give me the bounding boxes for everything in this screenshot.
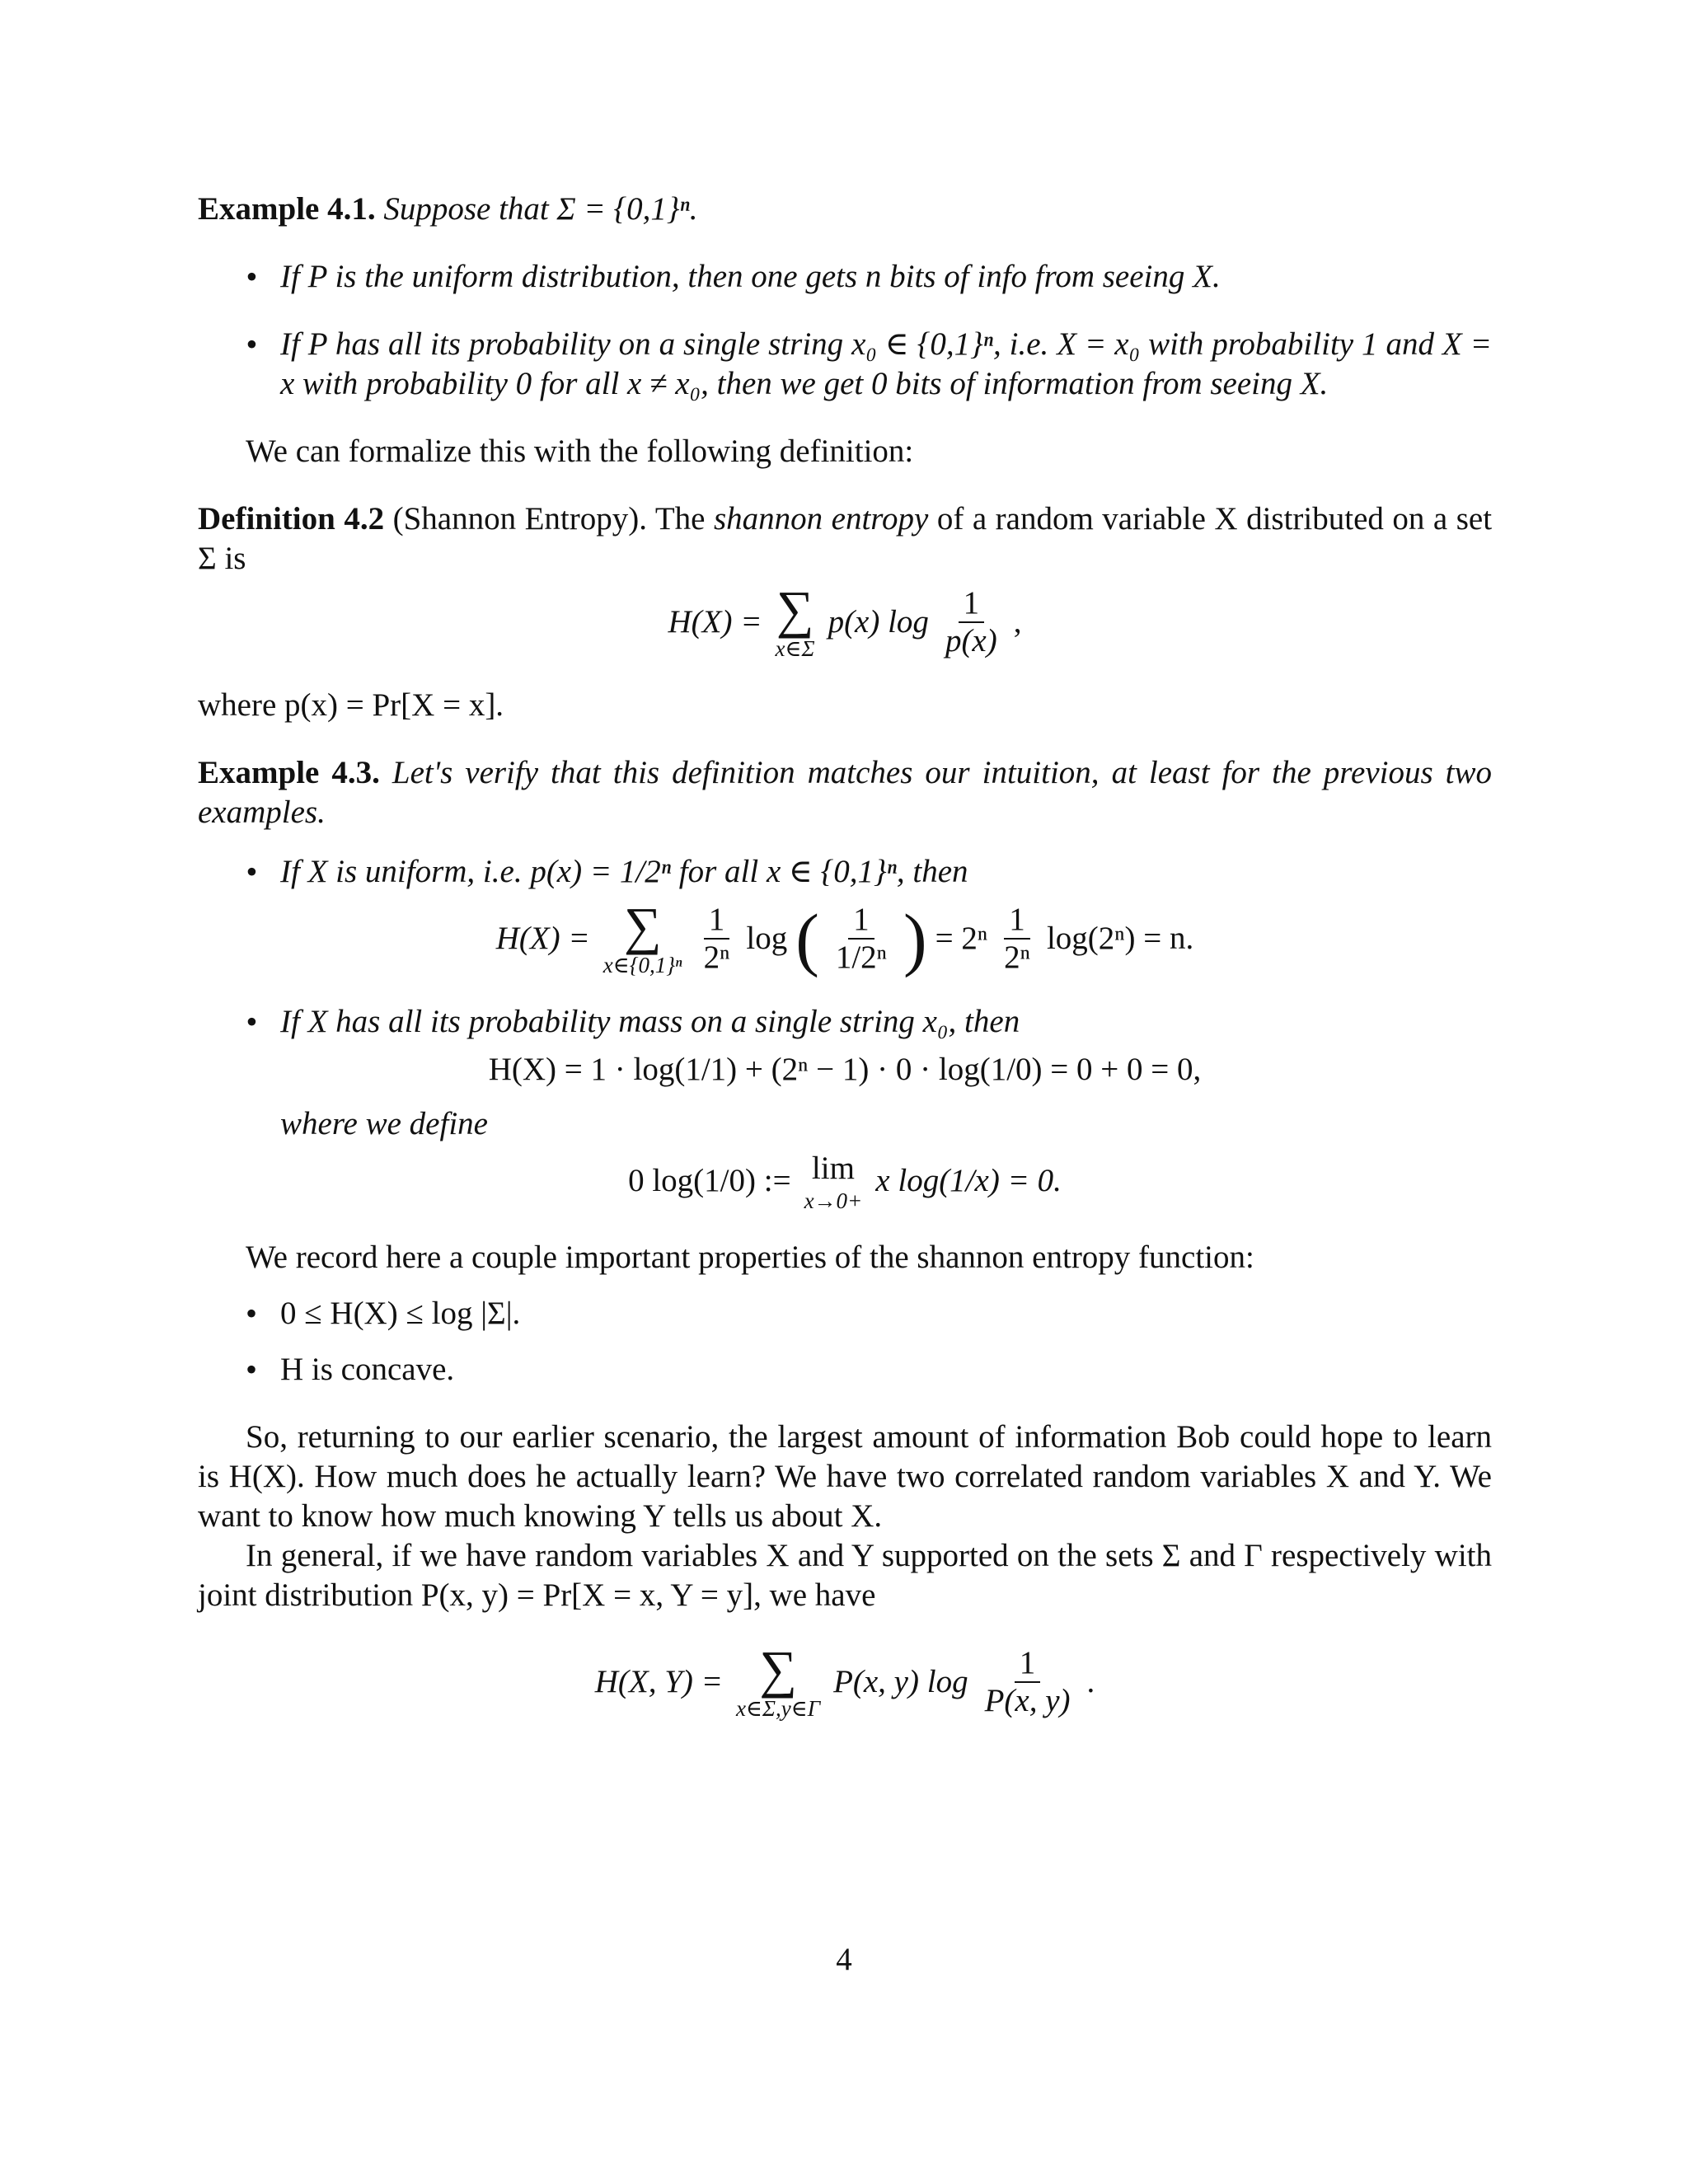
eq-lhs: 0 log(1/0) := [628,1163,791,1198]
limit-word: lim [811,1151,855,1186]
fraction-numerator: 1 [704,902,730,940]
fraction [980,1645,1076,1719]
fraction [699,902,735,976]
paragraph-joint: In general, if we have random variables X and Y supported on the sets Σ and Γ respectively with joint distribution P(x, y) = Pr[X = x, Y = y], we have [198,1538,1492,1613]
fraction-denominator: P(x, y) [984,1683,1071,1718]
sum-subscript: x∈Σ [775,636,815,661]
eq-mid: = 2ⁿ [935,921,988,956]
definition-text-a: The [654,501,706,537]
eq-end: . [1086,1664,1095,1699]
eq-lhs: H(X) = [495,921,590,956]
sum-subscript: x∈{0,1}ⁿ [603,953,682,977]
page-body [198,190,1492,1746]
definition-4-2 [198,499,1492,579]
example-4-3-body: Let's verify that this definition matches our intuition, at least for the previous two examples. [198,755,1493,830]
definition-head: Definition 4.2 [198,501,385,537]
example-4-1-head: Example 4.1. [198,191,376,227]
fraction [999,902,1035,976]
fraction-numerator: 1 [1004,902,1030,940]
definition-paren: (Shannon Entropy). [392,501,647,537]
limit-subscript: x→0+ [804,1188,863,1213]
list-item: • If P is the uniform distribution, then one gets n bits of info from seeing X. [198,257,1492,297]
fraction-numerator: 1 [959,585,985,623]
fraction-denominator: p(x) [945,623,997,658]
entropy-equation [198,580,1492,661]
eq-end: x log(1/x) = 0. [875,1163,1062,1198]
page-number: 4 [836,1942,852,1977]
example-4-3 [198,753,1492,832]
joint-entropy-equation [198,1640,1492,1721]
formalize-sentence: We can formalize this with the following definition: [246,434,914,469]
uniform-equation [198,897,1492,978]
definition-term: shannon entropy [713,501,929,537]
definition-text-b: of a random variable X distributed on a set Σ is [198,501,1493,576]
fraction-numerator: 1 [1015,1645,1041,1683]
example-4-3-bullets [198,852,1492,892]
record-sentence: We record here a couple important properties of the shannon entropy function: [246,1240,1254,1275]
fraction [940,585,1002,659]
list-item: • If P has all its probability on a single string x₀ ∈ {0,1}ⁿ, i.e. X = x₀ with probability 1 and X = x with probability 0 for all x ≠ x₀, then we get 0 bits of information from seeing X. [198,325,1492,404]
sum-operator: ∑ x∈{0,1}ⁿ [603,897,682,977]
list-item: • If X has all its probability mass on a single string x₀, then [198,1002,1492,1042]
example-4-3-bullets-2 [198,1002,1492,1042]
fraction [831,902,892,976]
fraction-numerator: 1 [848,902,874,940]
example-4-1-bullets [198,257,1492,404]
example-4-1 [198,190,1492,229]
sum-subscript: x∈Σ,y∈Γ [735,1696,821,1721]
eq-end: log(2ⁿ) = n. [1046,921,1194,956]
fraction-denominator: 1/2ⁿ [835,940,887,975]
properties-list [198,1294,1492,1390]
fraction-denominator: 2ⁿ [703,940,730,975]
right-paren: ) [903,899,927,978]
example-4-3-head: Example 4.3. [198,755,380,790]
fraction-denominator: 2ⁿ [1004,940,1030,975]
limit-operator [804,1149,863,1213]
where-we-define: where we define [280,1106,488,1141]
sum-operator: ∑ x∈Σ [775,580,815,661]
definition-where: where p(x) = Pr[X = x]. [198,687,504,723]
point-mass-equation: H(X) = 1 · log(1/1) + (2ⁿ − 1) · 0 · log(1/0) = 0 + 0 = 0, [488,1052,1202,1087]
list-item: • H is concave. [198,1350,1492,1390]
limit-equation [198,1149,1492,1213]
list-item: • If X is uniform, i.e. p(x) = 1/2ⁿ for all x ∈ {0,1}ⁿ, then [198,852,1492,892]
eq-mid: P(x, y) log [833,1664,968,1699]
log-operator: log [746,921,788,956]
eq-lhs: H(X) = [668,604,762,640]
paragraph-bob: So, returning to our earlier scenario, the largest amount of information Bob could hope to learn is H(X). How much does he actually learn? We have two correlated random variables X and Y. We want to know how much knowing Y tells us about X. [198,1419,1492,1534]
left-paren: ( [795,899,819,978]
example-4-1-body: Suppose that Σ = {0,1}ⁿ. [383,191,698,227]
list-item: • 0 ≤ H(X) ≤ log |Σ|. [198,1294,1492,1333]
eq-mid: p(x) log [828,604,929,640]
eq-end: , [1013,604,1022,640]
sum-operator: ∑ x∈Σ,y∈Γ [735,1640,821,1721]
eq-lhs: H(X, Y) = [594,1664,723,1699]
